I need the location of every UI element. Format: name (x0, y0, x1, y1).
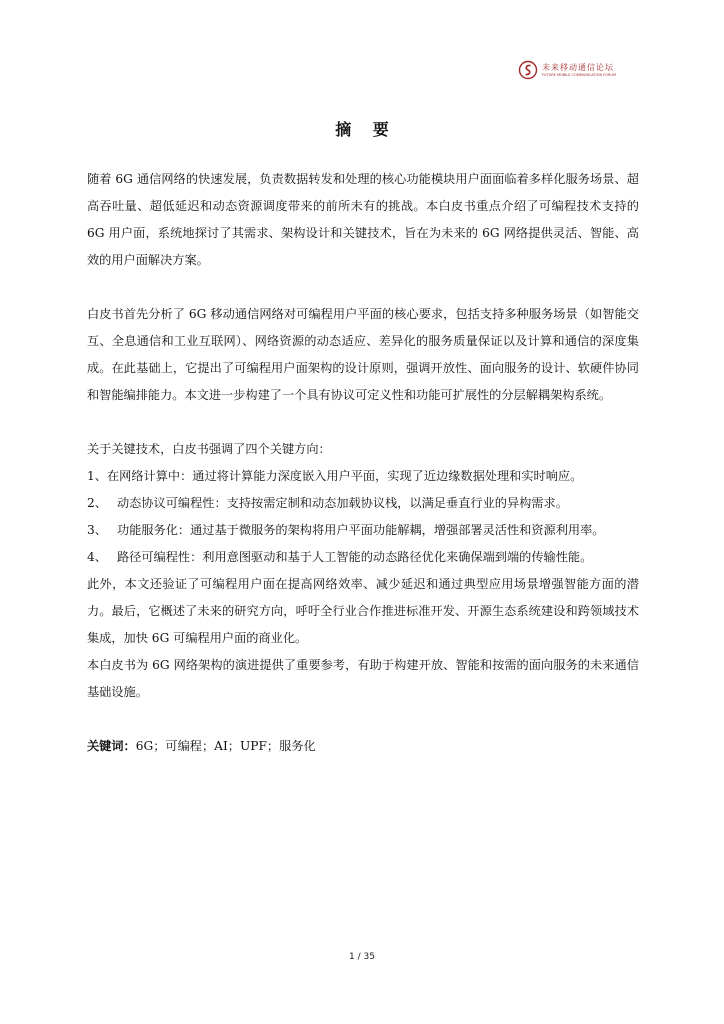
paragraph: 此外，本文还验证了可编程用户面在提高网络效率、减少延迟和通过典型应用场景增强智能方面的潜力。最后，它概述了未来的研究方向，呼吁全行业合作推进标准开发、开源生态系统建设和跨领域技术集成，加快 6G 可编程用户面的商业化。 (87, 577, 639, 645)
list-text: 在网络计算中：通过将计算能力深度嵌入用户平面，实现了近边缘数据处理和实时响应。 (106, 469, 583, 483)
forum-logo (518, 60, 616, 80)
keywords-value: 6G；可编程；AI；UPF；服务化 (135, 739, 316, 753)
logo-english-name: FUTURE MOBILE COMMUNICATION FORUM (542, 72, 616, 77)
list-number: 2、 (87, 496, 107, 510)
keywords (87, 733, 639, 760)
logo-chinese-name: 未来移动通信论坛 (542, 62, 614, 72)
list-item (87, 490, 639, 517)
abstract-body (87, 166, 639, 760)
keywords-label: 关键词： (87, 739, 136, 753)
list-text: 功能服务化：通过基于微服务的架构将用户平面功能解耦，增强部署灵活性和资源利用率。 (117, 523, 605, 537)
list-item (87, 463, 639, 490)
list-item (87, 544, 639, 571)
paragraph: 白皮书首先分析了 6G 移动通信网络对可编程用户平面的核心要求，包括支持多种服务场景（如智能交互、全息通信和工业互联网）、网络资源的动态适应、差异化的服务质量保证以及计算和通信的深度集成。在此基础上，它提出了可编程用户面架构的设计原则，强调开放性、面向服务的设计、软硬件协同和智能编排能力。本文进一步构建了一个具有协议可定义性和功能可扩展性的分层解耦架构系统。 (87, 307, 639, 402)
list-number: 3、 (87, 523, 107, 537)
list-text: 路径可编程性：利用意图驱动和基于人工智能的动态路径优化来确保端到端的传输性能。 (117, 550, 593, 564)
list-number: 4、 (87, 550, 107, 564)
list-text: 动态协议可编程性：支持按需定制和动态加载协议栈，以满足垂直行业的异构需求。 (117, 496, 568, 510)
list-number: 1、 (87, 469, 107, 483)
forum-logo-icon (518, 60, 538, 80)
list-item (87, 517, 639, 544)
page-title: 摘 要 (335, 120, 397, 139)
page-number: 1 / 35 (349, 952, 375, 962)
paragraph: 关于关键技术，白皮书强调了四个关键方向： (87, 442, 331, 456)
paragraph: 本白皮书为 6G 网络架构的演进提供了重要参考，有助于构建开放、智能和按需的面向服务的未来通信基础设施。 (87, 658, 639, 699)
paragraph: 随着 6G 通信网络的快速发展，负责数据转发和处理的核心功能模块用户面面临着多样化服务场景、超高吞吐量、超低延迟和动态资源调度带来的前所未有的挑战。本白皮书重点介绍了可编程技术支持的 6G 用户面，系统地探讨了其需求、架构设计和关键技术，旨在为未来的 6G 网络提供灵活、智能、高效的用户面解决方案。 (87, 172, 639, 267)
